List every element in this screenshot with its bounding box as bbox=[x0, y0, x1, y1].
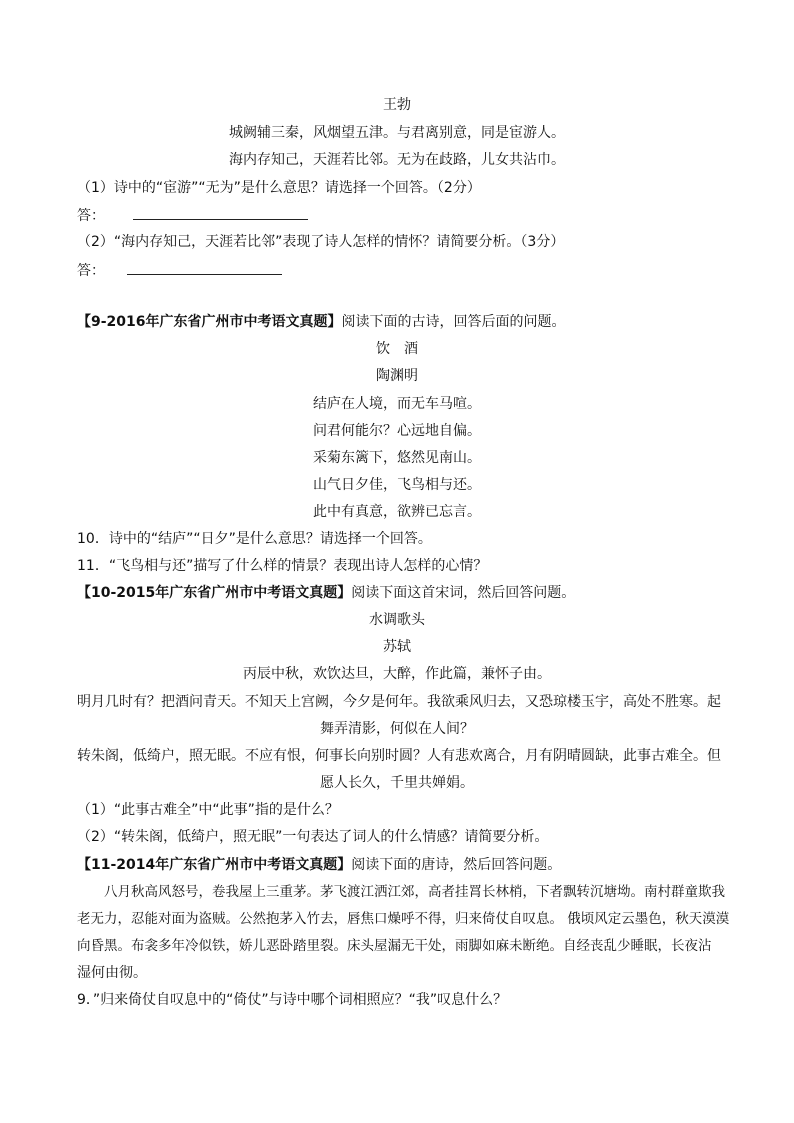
section-10-source: 【10-2015年广东省广州市中考语文真题】 bbox=[77, 585, 352, 601]
ci-author: 苏轼 bbox=[383, 639, 411, 655]
poem1-line2: 海内存知己，天涯若比邻。无为在歧路，儿女共沾巾。 bbox=[229, 152, 565, 168]
poem1-line1: 城阙辅三秦，风烟望五津。与君离别意，同是宦游人。 bbox=[229, 125, 565, 141]
ci-stanza2-line: 转朱阁，低绮户，照无眠。不应有恨，何事长向别时圆？人有悲欢离合，月有阴晴圆缺，此事古难全。但 bbox=[77, 748, 721, 764]
answer-label: 答： bbox=[77, 208, 105, 224]
section-11-source: 【11-2014年广东省广州市中考语文真题】 bbox=[77, 857, 352, 873]
ci-title: 水调歌头 bbox=[369, 612, 425, 628]
answer-label: 答： bbox=[77, 263, 105, 279]
answer-blank-1[interactable] bbox=[133, 205, 308, 220]
poem2-line: 问君何能尔？心远地自偏。 bbox=[313, 423, 481, 439]
section-9-instruction: 阅读下面的古诗，回答后面的问题。 bbox=[341, 314, 566, 330]
question-2: （2）“海内存知己，天涯若比邻”表现了诗人怎样的情怀？请简要分析。（3分） bbox=[77, 234, 565, 250]
question-1: （1）诗中的“宦游”“无为”是什么意思？请选择一个回答。（2分） bbox=[77, 180, 481, 196]
section-10-instruction: 阅读下面这首宋词，然后回答问题。 bbox=[351, 585, 576, 601]
section-10-header bbox=[77, 583, 575, 603]
ci-stanza1-line: 舞弄清影，何似在人间？ bbox=[320, 721, 474, 737]
section-9-source: 【9-2016年广东省广州市中考语文真题】 bbox=[77, 314, 342, 330]
section-10-question-2: （2）“转朱阁，低绮户，照无眠”一句表达了词人的什么情感？请简要分析。 bbox=[77, 829, 549, 845]
poem2-author: 陶渊明 bbox=[376, 368, 418, 384]
poem3-line: 老无力，忍能对面为盗贼。公然抱茅入竹去，唇焦口燥呼不得，归来倚仗自叹息。 俄顷风定云墨色，秋天漠漠 bbox=[77, 911, 730, 927]
poem2-line: 此中有真意，欲辨已忘言。 bbox=[313, 504, 481, 520]
question-10: 10．诗中的“结庐”“日夕”是什么意思？请选择一个回答。 bbox=[77, 531, 432, 547]
question-11: 11．“飞鸟相与还”描写了什么样的情景？表现出诗人怎样的心情？ bbox=[77, 558, 488, 574]
poem2-line: 山气日夕佳，飞鸟相与还。 bbox=[313, 477, 481, 493]
poem2-line: 采菊东篱下，悠然见南山。 bbox=[313, 450, 481, 466]
ci-preface: 丙辰中秋，欢饮达旦，大醉，作此篇，兼怀子由。 bbox=[243, 666, 551, 682]
section-9-header bbox=[77, 312, 566, 332]
ci-stanza2-line: 愿人长久，千里共婵娟。 bbox=[320, 775, 474, 791]
poem3-line: 八月秋高风怒号，卷我屋上三重茅。茅飞渡江洒江郊，高者挂罥长林梢，下者飘转沉塘坳。南村群童欺我 bbox=[104, 884, 725, 900]
poem2-title: 饮 酒 bbox=[376, 341, 418, 357]
question-9: 9．”归来倚仗自叹息中的“倚仗”与诗中哪个词相照应？“我”叹息什么？ bbox=[77, 992, 508, 1008]
poem3-line: 向昏黑。布衾多年冷似铁，娇儿恶卧踏里裂。床头屋漏无干处，雨脚如麻未断绝。自经丧乱少睡眠，长夜沾 bbox=[77, 938, 712, 954]
section-10-question-1: （1）“此事古难全”中“此事”指的是什么？ bbox=[77, 802, 339, 818]
poem2-line: 结庐在人境，而无车马喧。 bbox=[313, 396, 481, 412]
section-11-instruction: 阅读下面的唐诗，然后回答问题。 bbox=[351, 857, 562, 873]
ci-stanza1-line: 明月几时有？把酒问青天。不知天上宫阙，今夕是何年。我欲乘风归去，又恐琼楼玉宇，高处不胜寒。起 bbox=[77, 694, 721, 710]
answer-row-2 bbox=[77, 260, 282, 281]
poem3-line: 湿何由彻。 bbox=[77, 965, 147, 981]
poem1-author: 王勃 bbox=[383, 97, 411, 113]
section-11-header bbox=[77, 855, 561, 875]
answer-row-1 bbox=[77, 205, 308, 226]
answer-blank-2[interactable] bbox=[127, 260, 282, 275]
